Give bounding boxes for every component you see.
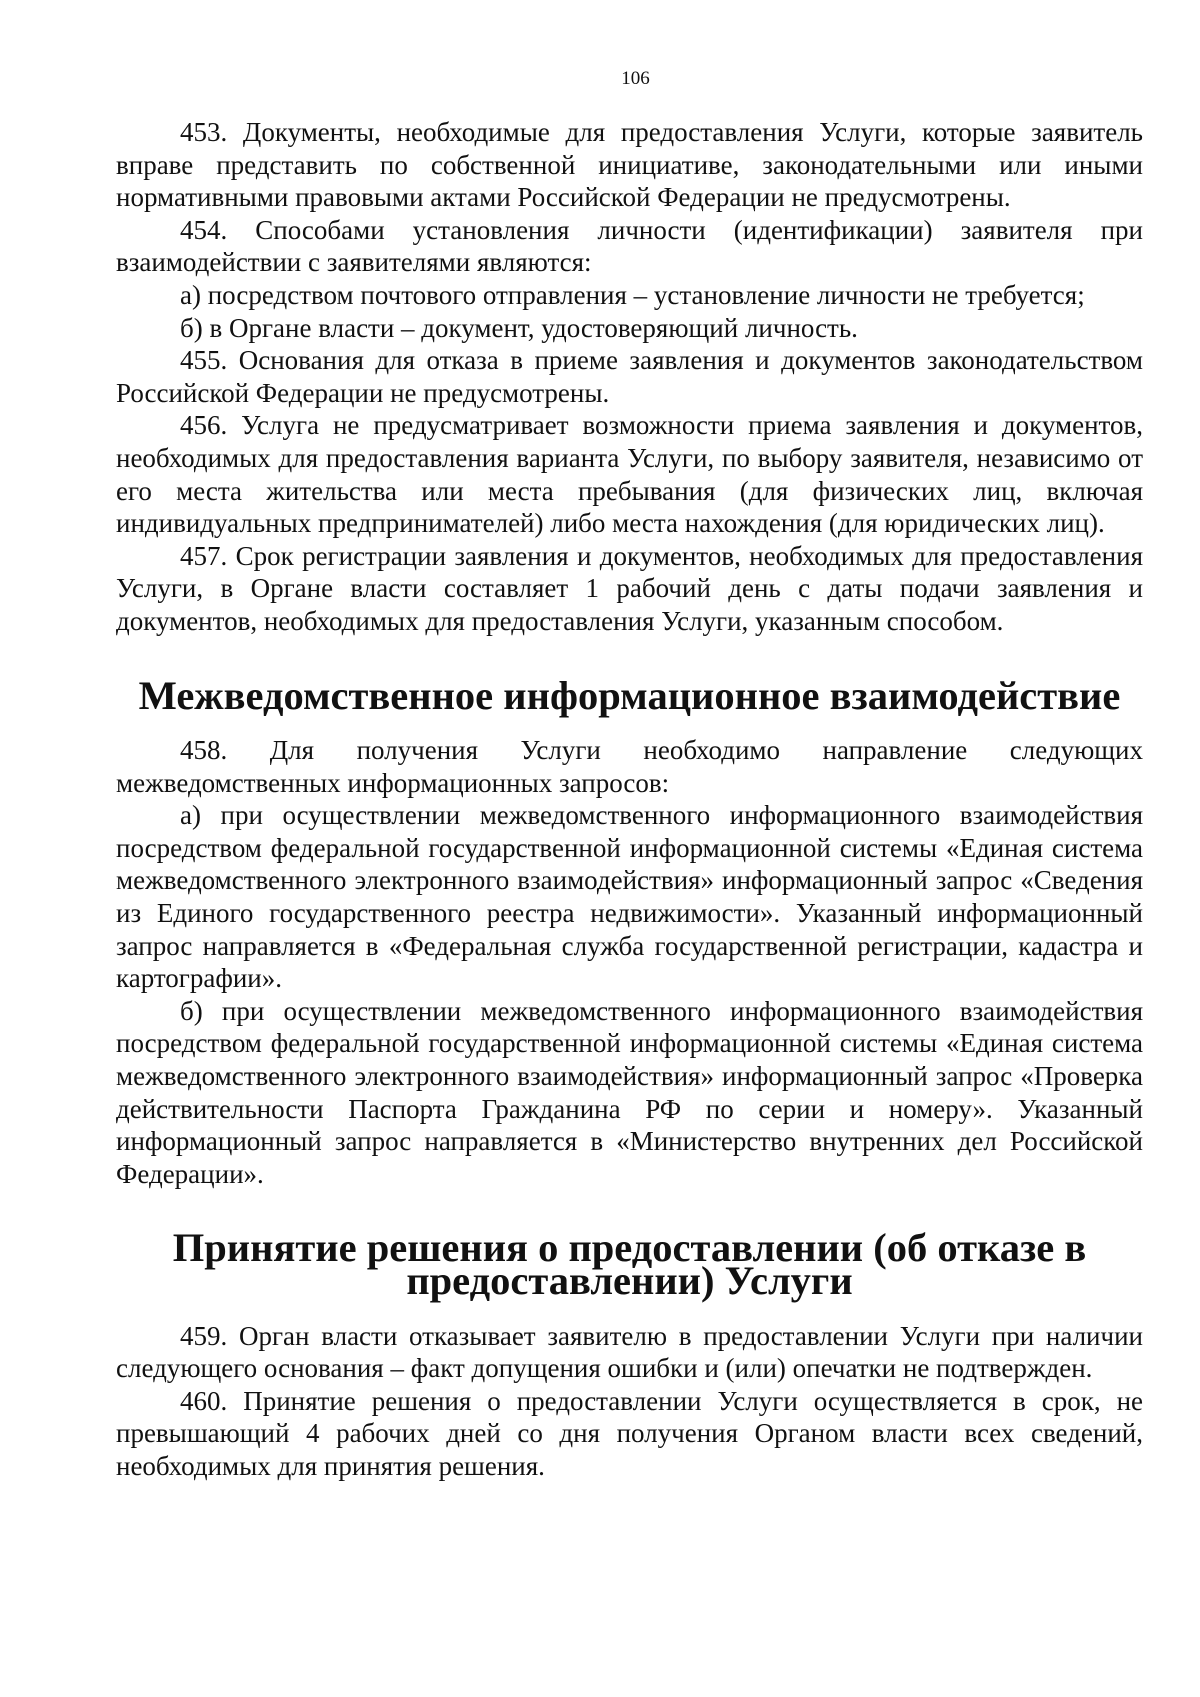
section-heading-decision: Принятие решения о предоставлении (об отказе в предоставлении) Услуги: [172, 1225, 1087, 1303]
paragraph-460: 460. Принятие решения о предоставлении Услуги осуществляется в срок, не превышающий 4 рабочих дней со дня получения Органом власти всех сведений, необходимых для принятия решения.: [116, 1385, 1143, 1481]
paragraph-457: 457. Срок регистрации заявления и документов, необходимых для предоставления Услуги, в Органе власти составляет 1 рабочий день с даты подачи заявления и документов, необходимых для предоставления Услуги, указанным способом.: [116, 540, 1143, 636]
paragraph-454-b: б) в Органе власти – документ, удостоверяющий личность.: [180, 312, 858, 343]
paragraph-453: 453. Документы, необходимые для предоставления Услуги, которые заявитель вправе представить по собственной инициативе, законодательными или иными нормативными правовыми актами Российской Федерации не предусмотрены.: [116, 117, 1143, 213]
paragraph-458-a: а) при осуществлении межведомственного информационного взаимодействия посредством федеральной государственной информационной системы «Единая система межведомственного электронного взаимодействия» информационный запрос «Сведения из Единого государственного реестра недвижимости». Указанный информационный запрос направляется в «Федеральная служба государственной регистрации, кадастра и картографии».: [116, 800, 1143, 994]
paragraph-454: 454. Способами установления личности (идентификации) заявителя при взаимодействии с заявителями являются:: [116, 214, 1143, 278]
page-number: 106: [621, 68, 650, 89]
paragraph-455: 455. Основания для отказа в приеме заявления и документов законодательством Российской Федерации не предусмотрены.: [116, 345, 1143, 408]
section-heading-interagency: Межведомственное информационное взаимодействие: [138, 672, 1121, 718]
paragraph-459: 459. Орган власти отказывает заявителю в предоставлении Услуги при наличии следующего основания – факт допущения ошибки и (или) опечатки не подтвержден.: [116, 1320, 1143, 1384]
paragraph-458: 458. Для получения Услуги необходимо направление следующих межведомственных информационных запросов:: [116, 735, 1143, 798]
paragraph-458-b: б) при осуществлении межведомственного информационного взаимодействия посредством федеральной государственной информационной системы «Единая система межведомственного электронного взаимодействия» информационный запрос «Проверка действительности Паспорта Гражданина РФ по серии и номеру». Указанный информационный запрос направляется в «Министерство внутренних дел Российской Федерации».: [116, 995, 1143, 1189]
paragraph-454-a: а) посредством почтового отправления – установление личности не требуется;: [180, 279, 1085, 310]
paragraph-456: 456. Услуга не предусматривает возможности приема заявления и документов, необходимых для предоставления варианта Услуги, по выбору заявителя, независимо от его места жительства или места пребывания (для физических лиц, включая индивидуальных предпринимателей) либо места нахождения (для юридических лиц).: [116, 410, 1143, 539]
